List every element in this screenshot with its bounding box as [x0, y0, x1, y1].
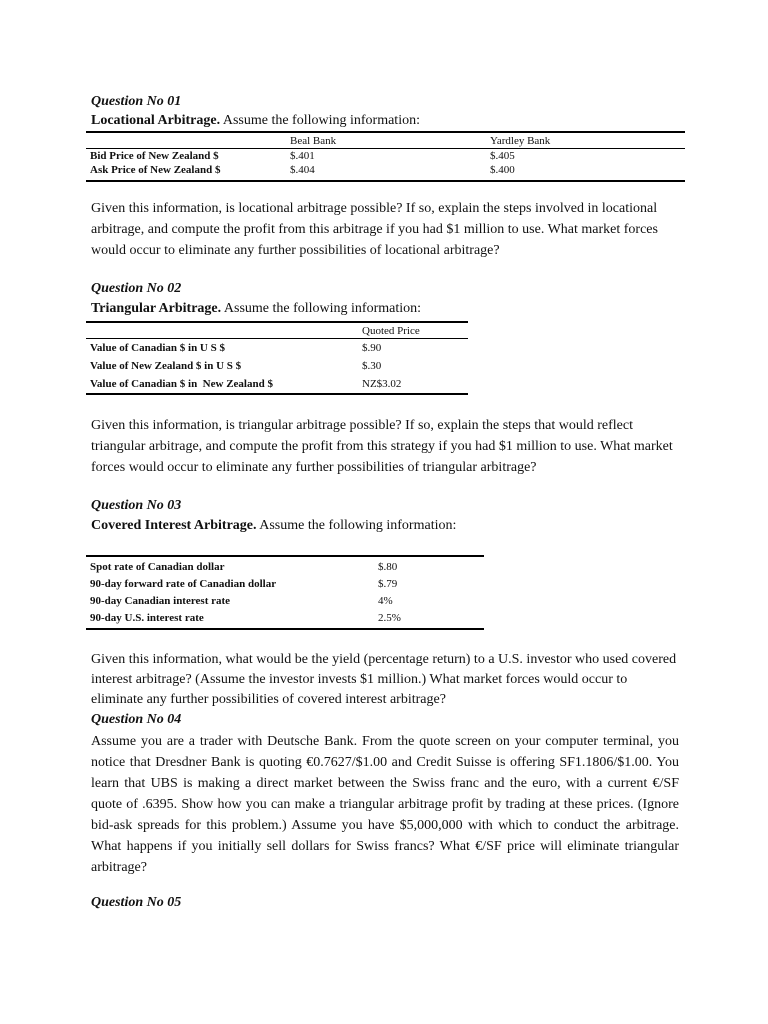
table-3-bottom-rule [86, 628, 484, 630]
table-1-bottom-rule [86, 180, 685, 182]
row-label: Bid Price of New Zealand $ [90, 150, 219, 162]
question-3-topic-text: Assume the following information: [256, 518, 457, 533]
table-1 [86, 134, 685, 177]
question-4-body: Assume you are a trader with Deutsche Bank. From the quote screen on your computer terminal, you notice that Dresdner Bank is quoting €0.7627/$1.00 and Credit Suisse is offering SF1.1806/$1.00. You learn that UBS is making a direct market between the Swiss franc and the euro, with a current €/SF quote of .6395. Show how you can make a triangular arbitrage profit by trading at these prices. (Ignore bid-ask spreads for this problem.) Assume you have $5,000,000 with which to conduct the arbitrage. What happens if you initially sell dollars for Swiss francs? What €/SF price will eliminate triangular arbitrage? [91, 734, 679, 875]
question-3-body: Given this information, what would be the yield (percentage return) to a U.S. investor who used covered interest arbitrage? (Assume the investor invests $1 million.) What market forces would occur to eliminate any further possibilities of covered interest arbitrage? [91, 652, 677, 707]
table-row [86, 592, 484, 609]
table-row [86, 339, 468, 358]
question-1-topic-title: Locational Arbitrage. [91, 113, 221, 128]
cell-value: $.401 [290, 150, 315, 162]
row-label: Value of Canadian $ in U S $ [90, 342, 225, 354]
table-row [86, 375, 468, 393]
table-row [86, 357, 468, 375]
row-label: 90-day forward rate of Canadian dollar [90, 577, 277, 590]
cell-value: $.79 [378, 577, 398, 590]
table-2-header-row [86, 324, 468, 339]
table-1-header-beal: Beal Bank [290, 135, 337, 147]
question-3-heading: Question No 03 [91, 498, 182, 513]
question-2-topic-text: Assume the following information: [221, 301, 422, 316]
question-1-heading: Question No 01 [91, 94, 182, 109]
table-2-bottom-rule [86, 393, 468, 395]
row-label: 90-day U.S. interest rate [90, 611, 204, 624]
table-1-header-corner [86, 134, 286, 149]
question-1-body: Given this information, is locational arbitrage possible? If so, explain the steps involved in locational arbitrage, and compute the profit from this arbitrage if you had $1 million to use. What market forces would occur to eliminate any further possibilities of locational arbitrage? [91, 201, 658, 258]
question-2-body: Given this information, is triangular arbitrage possible? If so, explain the steps that would reflect triangular arbitrage, and compute the profit from this strategy if you had $1 million to use. What market forces would occur to eliminate any further possibilities of triangular arbitrage? [91, 418, 673, 475]
table-2-top-rule [86, 321, 468, 323]
table-row [86, 558, 484, 575]
table-2-header-corner [86, 324, 358, 339]
table-1-header-yardley: Yardley Bank [490, 135, 551, 147]
table-row [86, 609, 484, 626]
row-label: Spot rate of Canadian dollar [90, 560, 225, 573]
question-2-heading: Question No 02 [91, 281, 182, 296]
table-row [86, 163, 685, 177]
table-3 [86, 558, 484, 626]
cell-value: $.400 [490, 164, 515, 176]
table-row [86, 149, 685, 164]
cell-value: 4% [378, 594, 393, 607]
question-5-heading: Question No 05 [91, 895, 182, 910]
table-row [86, 575, 484, 592]
question-2-topic [91, 301, 421, 317]
row-label: Value of New Zealand $ in U S $ [90, 360, 242, 372]
table-2 [86, 324, 468, 393]
question-1-topic [91, 113, 420, 129]
row-label: 90-day Canadian interest rate [90, 594, 231, 607]
question-1-topic-text: Assume the following information: [220, 113, 420, 128]
cell-value: 2.5% [378, 611, 401, 624]
cell-value: $.404 [290, 164, 315, 176]
cell-value: $.80 [378, 560, 398, 573]
table-2-header-quoted: Quoted Price [362, 325, 420, 337]
question-3-topic [91, 518, 456, 534]
table-1-top-rule [86, 131, 685, 133]
table-1-header-row [86, 134, 685, 149]
row-label: Ask Price of New Zealand $ [90, 164, 221, 176]
cell-value: $.90 [362, 342, 382, 354]
cell-value: $.30 [362, 360, 382, 372]
question-4-heading: Question No 04 [91, 712, 182, 727]
cell-value: $.405 [490, 150, 515, 162]
table-3-top-rule [86, 555, 484, 557]
question-3-topic-title: Covered Interest Arbitrage. [91, 518, 257, 533]
question-2-topic-title: Triangular Arbitrage. [91, 301, 222, 316]
cell-value: NZ$3.02 [362, 378, 402, 390]
row-label: Value of Canadian $ in New Zealand $ [90, 378, 273, 390]
